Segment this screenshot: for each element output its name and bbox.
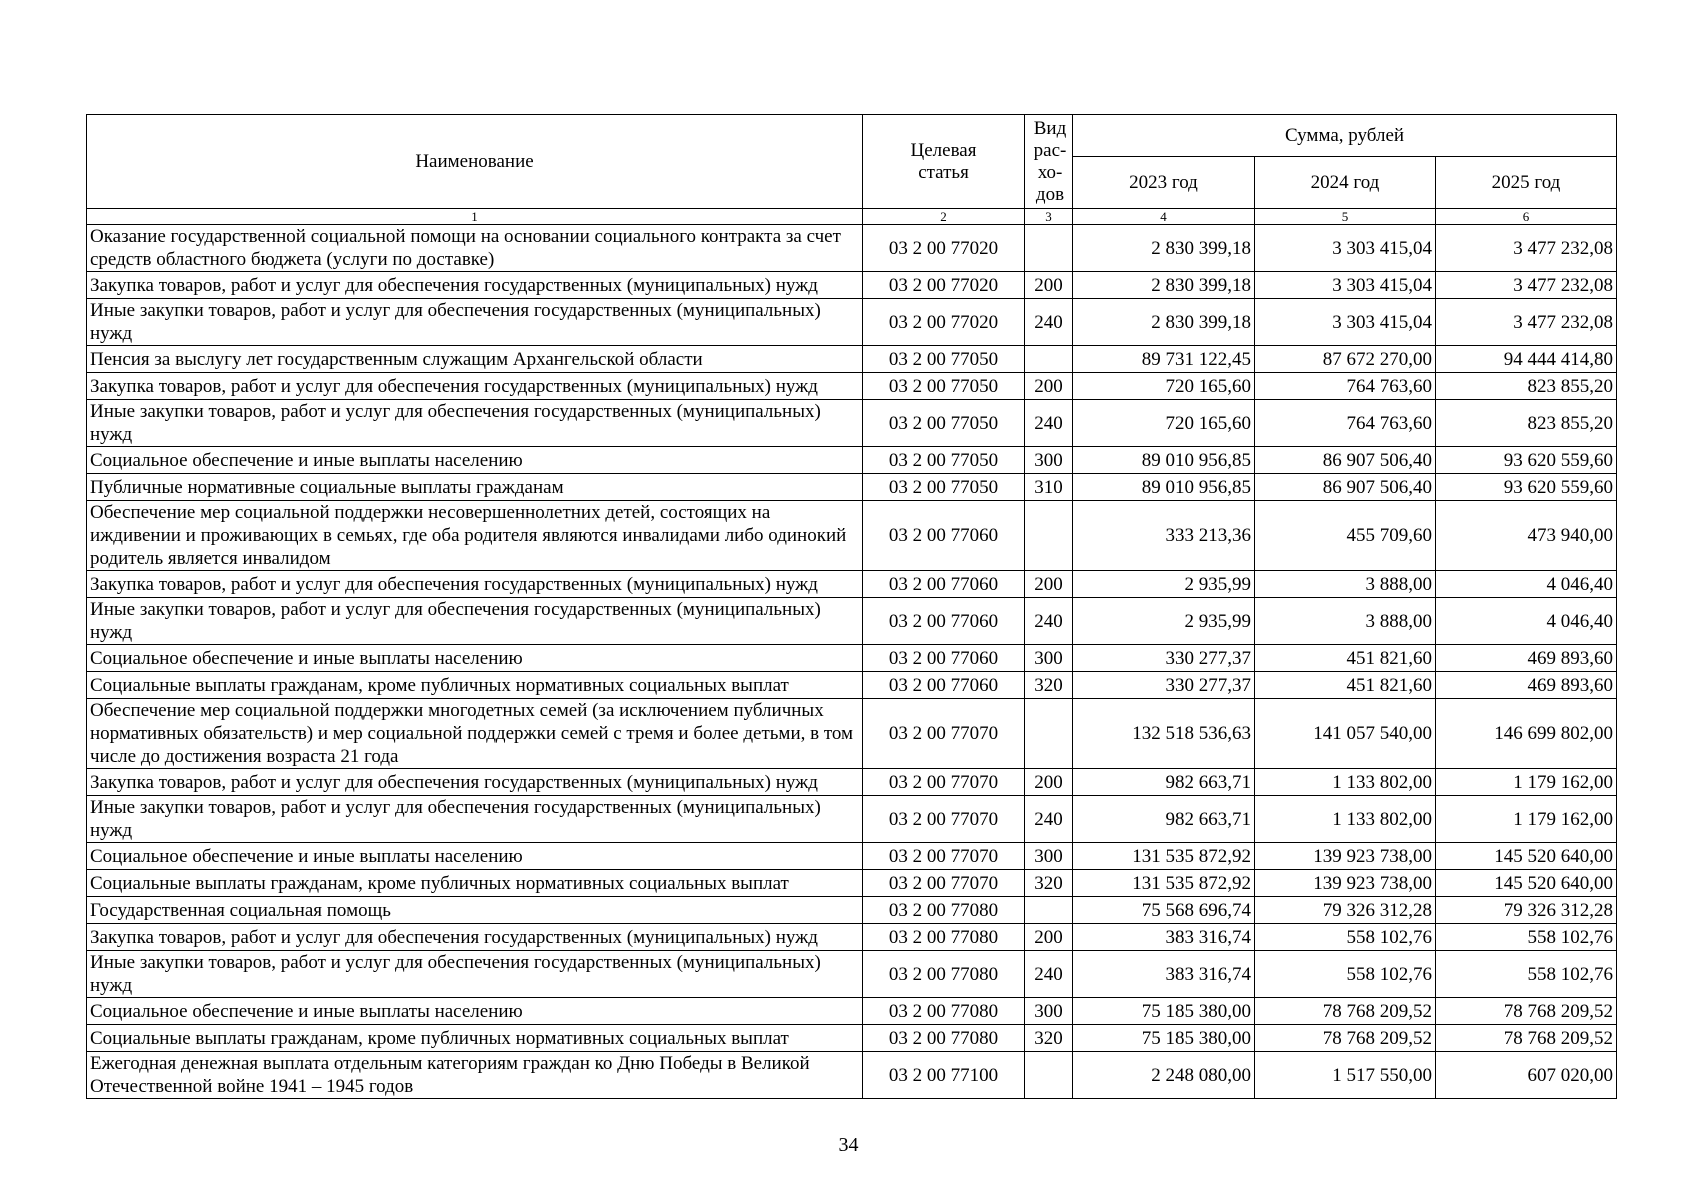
column-number: 4	[1073, 209, 1255, 225]
row-amount-2024: 78 768 209,52	[1255, 1025, 1436, 1052]
row-amount-2024: 558 102,76	[1255, 951, 1436, 998]
column-number-row	[87, 209, 1617, 225]
row-expense-kind: 300	[1025, 998, 1073, 1025]
row-amount-2025: 823 855,20	[1436, 400, 1617, 447]
row-amount-2025: 823 855,20	[1436, 373, 1617, 400]
row-expense-kind: 240	[1025, 951, 1073, 998]
row-amount-2025: 79 326 312,28	[1436, 897, 1617, 924]
row-amount-2023: 2 830 399,18	[1073, 272, 1255, 299]
row-amount-2025: 145 520 640,00	[1436, 843, 1617, 870]
row-amount-2025: 4 046,40	[1436, 571, 1617, 598]
table-row	[87, 897, 1617, 924]
row-target-article: 03 2 00 77020	[863, 272, 1025, 299]
header-name: Наименование	[87, 115, 863, 209]
row-amount-2023: 720 165,60	[1073, 373, 1255, 400]
row-target-article: 03 2 00 77060	[863, 672, 1025, 699]
row-amount-2025: 1 179 162,00	[1436, 796, 1617, 843]
row-expense-kind: 200	[1025, 373, 1073, 400]
row-expense-kind: 300	[1025, 843, 1073, 870]
row-amount-2025: 78 768 209,52	[1436, 1025, 1617, 1052]
row-amount-2025: 78 768 209,52	[1436, 998, 1617, 1025]
table-row	[87, 1025, 1617, 1052]
row-amount-2023: 982 663,71	[1073, 769, 1255, 796]
row-amount-2024: 451 821,60	[1255, 672, 1436, 699]
row-amount-2024: 764 763,60	[1255, 373, 1436, 400]
row-target-article: 03 2 00 77060	[863, 501, 1025, 571]
row-amount-2025: 146 699 802,00	[1436, 699, 1617, 769]
column-number: 5	[1255, 209, 1436, 225]
row-target-article: 03 2 00 77070	[863, 769, 1025, 796]
row-amount-2023: 383 316,74	[1073, 951, 1255, 998]
header-target-article	[863, 115, 1025, 209]
row-amount-2025: 3 477 232,08	[1436, 272, 1617, 299]
table-row	[87, 843, 1617, 870]
row-amount-2024: 1 133 802,00	[1255, 796, 1436, 843]
page-number: 34	[838, 1134, 859, 1156]
row-amount-2024: 3 303 415,04	[1255, 225, 1436, 272]
row-expense-kind	[1025, 501, 1073, 571]
row-expense-kind	[1025, 699, 1073, 769]
table-row	[87, 225, 1617, 272]
row-amount-2023: 75 568 696,74	[1073, 897, 1255, 924]
row-name: Закупка товаров, работ и услуг для обеспечения государственных (муниципальных) нужд	[87, 769, 863, 796]
row-amount-2025: 558 102,76	[1436, 924, 1617, 951]
row-name: Социальные выплаты гражданам, кроме публичных нормативных социальных выплат	[87, 1025, 863, 1052]
row-amount-2024: 86 907 506,40	[1255, 474, 1436, 501]
row-name: Иные закупки товаров, работ и услуг для обеспечения государственных (муниципальных) нужд	[87, 299, 863, 346]
table-header	[87, 115, 1617, 225]
row-target-article: 03 2 00 77060	[863, 598, 1025, 645]
row-amount-2025: 607 020,00	[1436, 1052, 1617, 1099]
row-expense-kind: 310	[1025, 474, 1073, 501]
table-row	[87, 998, 1617, 1025]
row-amount-2025: 469 893,60	[1436, 672, 1617, 699]
row-target-article: 03 2 00 77070	[863, 699, 1025, 769]
row-target-article: 03 2 00 77070	[863, 843, 1025, 870]
table-row	[87, 501, 1617, 571]
budget-table	[86, 114, 1617, 1099]
row-amount-2024: 141 057 540,00	[1255, 699, 1436, 769]
row-amount-2023: 333 213,36	[1073, 501, 1255, 571]
row-expense-kind: 300	[1025, 645, 1073, 672]
row-target-article: 03 2 00 77070	[863, 796, 1025, 843]
row-target-article: 03 2 00 77080	[863, 924, 1025, 951]
row-amount-2025: 558 102,76	[1436, 951, 1617, 998]
row-expense-kind: 240	[1025, 299, 1073, 346]
row-target-article: 03 2 00 77050	[863, 474, 1025, 501]
row-amount-2025: 93 620 559,60	[1436, 474, 1617, 501]
row-name: Иные закупки товаров, работ и услуг для обеспечения государственных (муниципальных) нужд	[87, 400, 863, 447]
row-name: Закупка товаров, работ и услуг для обеспечения государственных (муниципальных) нужд	[87, 571, 863, 598]
row-name: Социальное обеспечение и иные выплаты населению	[87, 998, 863, 1025]
row-target-article: 03 2 00 77050	[863, 346, 1025, 373]
row-name: Иные закупки товаров, работ и услуг для обеспечения государственных (муниципальных) нужд	[87, 796, 863, 843]
row-amount-2025: 3 477 232,08	[1436, 299, 1617, 346]
row-expense-kind: 300	[1025, 447, 1073, 474]
row-expense-kind: 320	[1025, 672, 1073, 699]
column-number: 6	[1436, 209, 1617, 225]
header-year-2024: 2024 год	[1255, 157, 1436, 209]
row-expense-kind: 240	[1025, 400, 1073, 447]
row-amount-2024: 79 326 312,28	[1255, 897, 1436, 924]
table-row	[87, 1052, 1617, 1099]
row-name: Обеспечение мер социальной поддержки несовершеннолетних детей, состоящих на иждивении и проживающих в семьях, где оба родителя являются инвалидами либо одинокий родитель является инвалидом	[87, 501, 863, 571]
row-target-article: 03 2 00 77060	[863, 571, 1025, 598]
row-amount-2025: 94 444 414,80	[1436, 346, 1617, 373]
row-amount-2023: 2 935,99	[1073, 598, 1255, 645]
row-amount-2025: 3 477 232,08	[1436, 225, 1617, 272]
header-year-2025: 2025 год	[1436, 157, 1617, 209]
row-amount-2024: 3 303 415,04	[1255, 272, 1436, 299]
table-row	[87, 769, 1617, 796]
row-amount-2023: 89 010 956,85	[1073, 474, 1255, 501]
column-number: 1	[87, 209, 863, 225]
table-row	[87, 571, 1617, 598]
table-row	[87, 373, 1617, 400]
row-target-article: 03 2 00 77060	[863, 645, 1025, 672]
row-amount-2023: 720 165,60	[1073, 400, 1255, 447]
row-amount-2024: 86 907 506,40	[1255, 447, 1436, 474]
row-target-article: 03 2 00 77100	[863, 1052, 1025, 1099]
header-expense-kind	[1025, 115, 1073, 209]
row-amount-2023: 330 277,37	[1073, 672, 1255, 699]
row-amount-2024: 3 888,00	[1255, 598, 1436, 645]
table-row	[87, 924, 1617, 951]
row-amount-2024: 1 133 802,00	[1255, 769, 1436, 796]
row-target-article: 03 2 00 77050	[863, 400, 1025, 447]
table-row	[87, 400, 1617, 447]
table-row	[87, 598, 1617, 645]
row-amount-2025: 473 940,00	[1436, 501, 1617, 571]
table-row	[87, 299, 1617, 346]
row-expense-kind: 240	[1025, 796, 1073, 843]
row-amount-2023: 2 830 399,18	[1073, 225, 1255, 272]
row-target-article: 03 2 00 77020	[863, 225, 1025, 272]
header-target-article-text: Целевая статья	[910, 139, 977, 183]
row-name: Социальное обеспечение и иные выплаты населению	[87, 645, 863, 672]
row-expense-kind: 200	[1025, 924, 1073, 951]
row-amount-2023: 75 185 380,00	[1073, 998, 1255, 1025]
row-amount-2025: 469 893,60	[1436, 645, 1617, 672]
row-amount-2023: 2 935,99	[1073, 571, 1255, 598]
row-name: Обеспечение мер социальной поддержки многодетных семей (за исключением публичных нормативных обязательств) и мер социальной поддержки семей с тремя и более детьми, в том числе до достижения возраста 21 года	[87, 699, 863, 769]
row-name: Закупка товаров, работ и услуг для обеспечения государственных (муниципальных) нужд	[87, 373, 863, 400]
row-amount-2023: 75 185 380,00	[1073, 1025, 1255, 1052]
row-name: Ежегодная денежная выплата отдельным категориям граждан ко Дню Победы в Великой Отечественной войне 1941 – 1945 годов	[87, 1052, 863, 1099]
row-expense-kind: 320	[1025, 870, 1073, 897]
row-amount-2023: 89 731 122,45	[1073, 346, 1255, 373]
row-name: Пенсия за выслугу лет государственным служащим Архангельской области	[87, 346, 863, 373]
row-amount-2025: 1 179 162,00	[1436, 769, 1617, 796]
row-amount-2024: 764 763,60	[1255, 400, 1436, 447]
table-row	[87, 672, 1617, 699]
row-amount-2025: 93 620 559,60	[1436, 447, 1617, 474]
row-name: Социальное обеспечение и иные выплаты населению	[87, 843, 863, 870]
row-amount-2024: 455 709,60	[1255, 501, 1436, 571]
table-row	[87, 645, 1617, 672]
row-target-article: 03 2 00 77050	[863, 447, 1025, 474]
row-amount-2025: 4 046,40	[1436, 598, 1617, 645]
row-target-article: 03 2 00 77070	[863, 870, 1025, 897]
row-amount-2023: 982 663,71	[1073, 796, 1255, 843]
row-amount-2024: 558 102,76	[1255, 924, 1436, 951]
table-row	[87, 796, 1617, 843]
row-expense-kind	[1025, 1052, 1073, 1099]
row-target-article: 03 2 00 77080	[863, 1025, 1025, 1052]
row-name: Социальные выплаты гражданам, кроме публичных нормативных социальных выплат	[87, 870, 863, 897]
row-expense-kind	[1025, 346, 1073, 373]
row-amount-2024: 3 303 415,04	[1255, 299, 1436, 346]
row-amount-2023: 131 535 872,92	[1073, 843, 1255, 870]
row-expense-kind: 200	[1025, 571, 1073, 598]
row-name: Государственная социальная помощь	[87, 897, 863, 924]
row-name: Закупка товаров, работ и услуг для обеспечения государственных (муниципальных) нужд	[87, 924, 863, 951]
table-row	[87, 272, 1617, 299]
row-expense-kind	[1025, 225, 1073, 272]
row-target-article: 03 2 00 77020	[863, 299, 1025, 346]
row-name: Иные закупки товаров, работ и услуг для обеспечения государственных (муниципальных) нужд	[87, 598, 863, 645]
row-amount-2024: 78 768 209,52	[1255, 998, 1436, 1025]
table-row	[87, 447, 1617, 474]
row-amount-2024: 87 672 270,00	[1255, 346, 1436, 373]
row-expense-kind: 200	[1025, 769, 1073, 796]
table-body	[87, 225, 1617, 1099]
table-row	[87, 951, 1617, 998]
row-amount-2024: 451 821,60	[1255, 645, 1436, 672]
header-year-2023: 2023 год	[1073, 157, 1255, 209]
row-name: Закупка товаров, работ и услуг для обеспечения государственных (муниципальных) нужд	[87, 272, 863, 299]
row-amount-2023: 89 010 956,85	[1073, 447, 1255, 474]
row-amount-2023: 131 535 872,92	[1073, 870, 1255, 897]
row-expense-kind: 320	[1025, 1025, 1073, 1052]
row-amount-2023: 330 277,37	[1073, 645, 1255, 672]
row-name: Социальное обеспечение и иные выплаты населению	[87, 447, 863, 474]
row-target-article: 03 2 00 77080	[863, 897, 1025, 924]
row-amount-2024: 1 517 550,00	[1255, 1052, 1436, 1099]
row-amount-2024: 139 923 738,00	[1255, 843, 1436, 870]
row-name: Публичные нормативные социальные выплаты гражданам	[87, 474, 863, 501]
row-amount-2023: 383 316,74	[1073, 924, 1255, 951]
row-amount-2023: 132 518 536,63	[1073, 699, 1255, 769]
row-expense-kind: 240	[1025, 598, 1073, 645]
header-sum: Сумма, рублей	[1073, 115, 1617, 157]
row-name: Социальные выплаты гражданам, кроме публичных нормативных социальных выплат	[87, 672, 863, 699]
row-target-article: 03 2 00 77080	[863, 951, 1025, 998]
row-expense-kind: 200	[1025, 272, 1073, 299]
row-amount-2024: 139 923 738,00	[1255, 870, 1436, 897]
row-amount-2025: 145 520 640,00	[1436, 870, 1617, 897]
row-name: Иные закупки товаров, работ и услуг для обеспечения государственных (муниципальных) нужд	[87, 951, 863, 998]
row-amount-2024: 3 888,00	[1255, 571, 1436, 598]
column-number: 3	[1025, 209, 1073, 225]
row-amount-2023: 2 248 080,00	[1073, 1052, 1255, 1099]
row-target-article: 03 2 00 77080	[863, 998, 1025, 1025]
table-row	[87, 474, 1617, 501]
table-row	[87, 870, 1617, 897]
row-target-article: 03 2 00 77050	[863, 373, 1025, 400]
column-number: 2	[863, 209, 1025, 225]
row-expense-kind	[1025, 897, 1073, 924]
row-name: Оказание государственной социальной помощи на основании социального контракта за счет средств областного бюджета (услуги по доставке)	[87, 225, 863, 272]
table-row	[87, 699, 1617, 769]
header-expense-kind-text: Вид рас-хо-дов	[1033, 117, 1067, 205]
table-row	[87, 346, 1617, 373]
row-amount-2023: 2 830 399,18	[1073, 299, 1255, 346]
